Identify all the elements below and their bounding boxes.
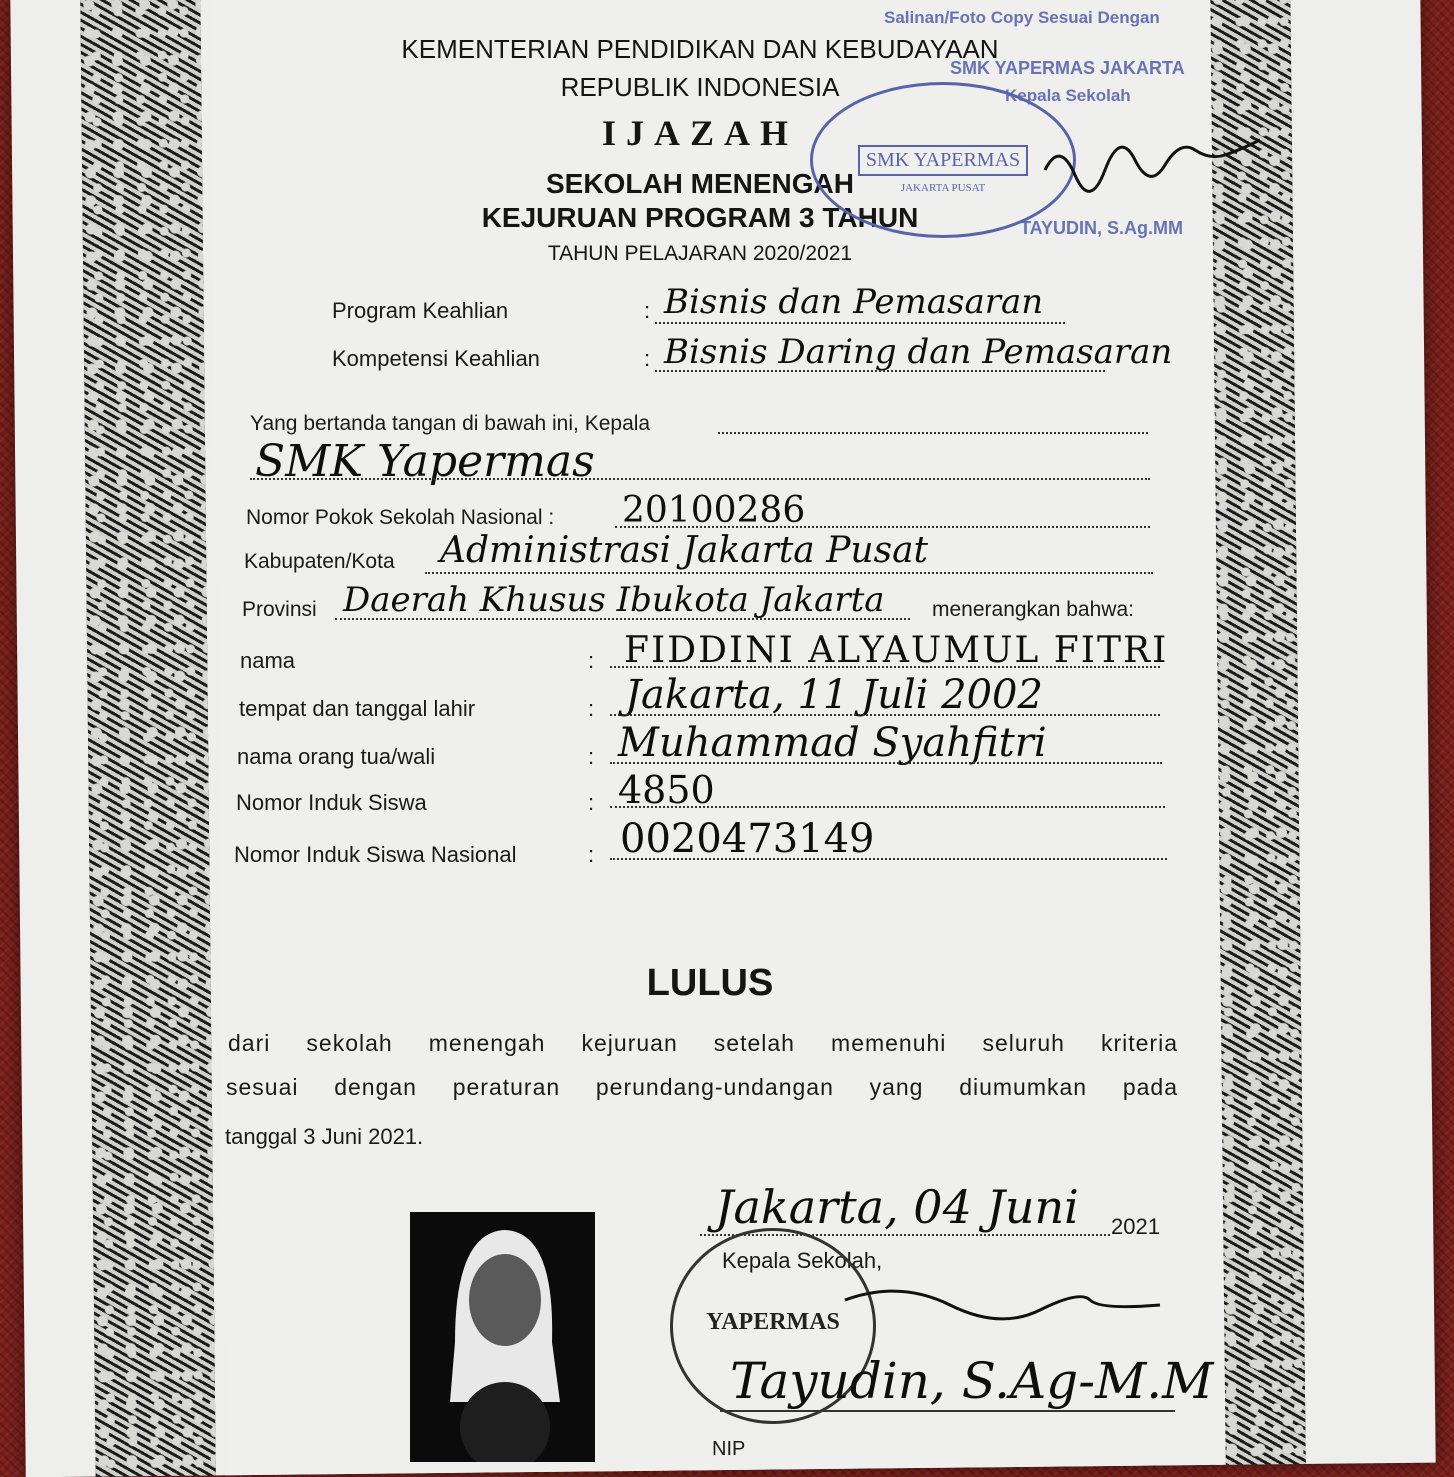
competency-label: Kompetensi Keahlian [332,346,540,371]
ministry-heading: KEMENTERIAN PENDIDIKAN DAN KEBUDAYAAN [401,34,999,64]
nisn-label: Nomor Induk Siswa Nasional [234,842,517,867]
birth-label: tempat dan tanggal lahir [239,696,476,721]
student-photo [410,1212,595,1462]
graduation-status: LULUS [646,962,774,1004]
academic-year: TAHUN PELAJARAN 2020/2021 [547,242,853,265]
province-label: Provinsi [242,598,317,621]
nisn-value: 0020473149 [620,816,875,862]
school-type-line2: KEJURUAN PROGRAM 3 TAHUN [481,202,919,233]
copy-stamp-signer: TAYUDIN, S.Ag.MM [1020,218,1184,238]
city-label: Kabupaten/Kota [244,550,395,573]
school-type-line1: SEKOLAH MENENGAH [545,168,854,199]
principal-seal-stamp: YAPERMAS [670,1228,876,1424]
ornamental-border-left [80,0,215,1477]
seal-sub-text: JAKARTA PUSAT [900,182,986,194]
student-name-label: nama [240,648,296,673]
parent-value: Muhammad Syahfitri [618,720,1047,766]
copy-stamp-line1: Salinan/Foto Copy Sesuai Dengan [884,8,1160,27]
competency-value: Bisnis Daring dan Pemasaran [664,332,1173,372]
npsn-value: 20100286 [622,490,806,531]
province-value: Daerah Khusus Ibukota Jakarta [343,580,885,620]
principal-name: Tayudin, S.Ag-M.M [730,1352,1214,1410]
signatory-intro: Yang bertanda tangan di bawah ini, Kepala [250,412,651,435]
signature-place-date: Jakarta, 04 Juni [715,1180,1079,1234]
nis-label: Nomor Induk Siswa [236,790,427,815]
nis-value: 4850 [618,768,715,812]
city-value: Administrasi Jakarta Pusat [440,530,929,571]
states-text: menerangkan bahwa: [932,598,1134,621]
parent-label: nama orang tua/wali [237,744,436,769]
school-name: SMK Yapermas [255,436,595,487]
program-value: Bisnis dan Pemasaran [664,282,1044,322]
student-name-value: FIDDINI ALYAUMUL FITRI [624,630,1169,671]
republic-heading: REPUBLIK INDONESIA [560,72,840,102]
student-portrait-image [410,1212,595,1462]
result-text-line1: dari sekolah menengah kejuruan setelah memenuhi seluruh kriteria [228,1030,1178,1056]
copy-stamp-line2: SMK YAPERMAS JAKARTA [950,58,1185,78]
principal-signature [840,1280,1170,1340]
copy-stamp-signature [1040,130,1270,200]
birth-value: Jakarta, 11 Juli 2002 [625,672,1043,718]
signature-year: 2021 [1111,1214,1160,1239]
school-seal-stamp [810,82,1076,238]
seal-center-text: SMK YAPERMAS [858,145,1028,176]
result-text-line2: sesuai dengan peraturan perundang-undangan yang diumumkan pada [226,1074,1178,1100]
program-label: Program Keahlian [332,298,509,323]
nip-label: NIP [712,1438,746,1460]
result-text-line3: tanggal 3 Juni 2021. [225,1124,424,1149]
npsn-label: Nomor Pokok Sekolah Nasional : [246,506,555,529]
principal-role: Kepala Sekolah, [722,1248,883,1273]
copy-stamp-line3: Kepala Sekolah [1005,86,1131,105]
certificate-title: IJAZAH [601,113,799,153]
